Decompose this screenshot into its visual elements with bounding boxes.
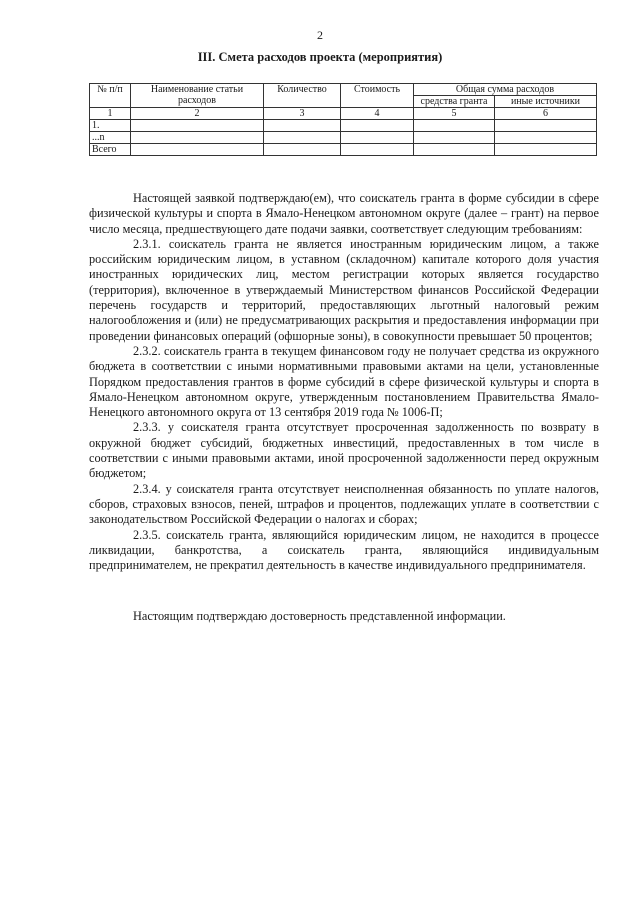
row-num: 1. xyxy=(90,120,131,132)
row-num: ...n xyxy=(90,132,131,144)
page-number: 2 xyxy=(317,28,323,42)
requirement-2-3-4: 2.3.4. у соискателя гранта отсутствует неисполненная обязанность по уплате налогов, сборов, страховых взносов, пеней, штрафов и процентов, подлежащих уплате в соответствии с законодательством Российской Федерации о налогах и сборах; xyxy=(89,481,599,527)
header-total: Общая сумма расходов xyxy=(414,84,597,96)
table-row xyxy=(90,132,597,144)
header-other: иные источники xyxy=(495,96,597,108)
index-cell: 2 xyxy=(131,108,264,120)
total-label: Всего xyxy=(90,144,131,156)
table-header-row xyxy=(90,84,597,96)
header-grant: средства гранта xyxy=(414,96,495,108)
table-total-row xyxy=(90,144,597,156)
intro-paragraph: Настоящей заявкой подтверждаю(ем), что соискатель гранта в форме субсидии в сфере физической культуры и спорта в Ямало-Ненецком автономном округе (далее – грант) на первое число месяца, предшествующего дате подачи заявки, соответствует следующим требованиям: xyxy=(89,191,599,236)
header-name: Наименование статьи расходов xyxy=(131,84,264,108)
expense-table xyxy=(89,83,597,156)
table-index-row xyxy=(90,108,597,120)
section-title: III. Смета расходов проекта (мероприятия) xyxy=(197,50,443,64)
index-cell: 6 xyxy=(495,108,597,120)
requirement-2-3-1: 2.3.1. соискатель гранта не является иностранным юридическим лицом, а также российским юридическим лицом, в уставном (складочном) капитале которого доля участия иностранных юридических лиц, местом регистрации которых является государство (территория), включенное в утверждаемый Министерством финансов Российской Федерации перечень государств и территорий, предоставляющих льготный налоговый режим налогообложения и (или) не предусматривающих раскрытия и предоставления информации при проведении финансовых операций (офшорные зоны), в совокупности превышает 50 процентов; xyxy=(89,236,599,343)
header-cost: Стоимость xyxy=(341,84,414,108)
index-cell: 5 xyxy=(414,108,495,120)
index-cell: 1 xyxy=(90,108,131,120)
requirement-2-3-5: 2.3.5. соискатель гранта, являющийся юридическим лицом, не находится в процессе ликвидации, банкротства, а соискатель гранта, являющийся индивидуальным предпринимателем, не прекратил деятельность в качестве индивидуального предпринимателя. xyxy=(89,527,599,573)
header-qty: Количество xyxy=(264,84,341,108)
table-row xyxy=(90,120,597,132)
requirement-2-3-2: 2.3.2. соискатель гранта в текущем финансовом году не получает средства из окружного бюджета в соответствии с иными нормативными правовыми актами на цели, установленные Порядком предоставления грантов в форме субсидий в сфере физической культуры и спорта в Ямало-Ненецком автономном округе, утвержденным постановлением Правительства Ямало-Ненецкого автономного округа от 13 сентября 2019 года № 1006-П; xyxy=(89,343,599,420)
header-num: № п/п xyxy=(90,84,131,108)
declaration-text xyxy=(89,191,599,625)
index-cell: 3 xyxy=(264,108,341,120)
index-cell: 4 xyxy=(341,108,414,120)
requirement-2-3-3: 2.3.3. у соискателя гранта отсутствует просроченная задолженность по возврату в окружной бюджет субсидий, бюджетных инвестиций, предоставленных в том числе в соответствии с иными правовыми актами, иной просроченной задолженности перед окружным бюджетом; xyxy=(89,420,599,481)
confirmation-paragraph: Настоящим подтверждаю достоверность представленной информации. xyxy=(133,609,506,624)
